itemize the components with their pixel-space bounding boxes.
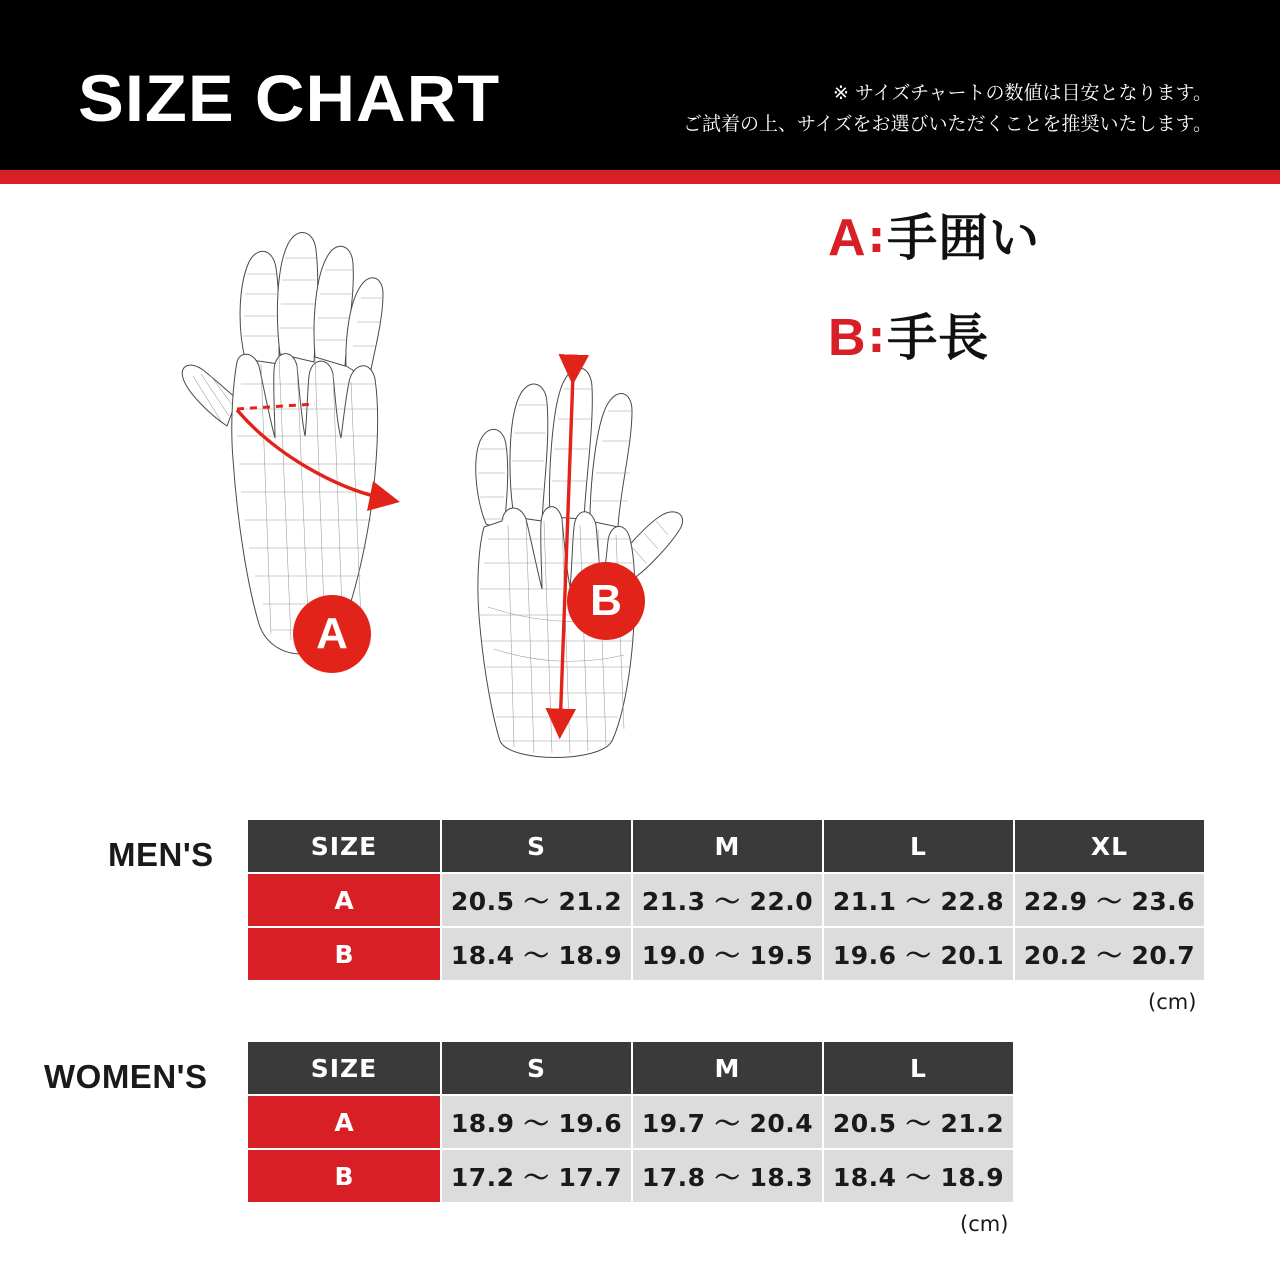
womens-row-a-m: 19.7 ～ 20.4	[633, 1096, 822, 1148]
mens-row-a-s: 20.5 ～ 21.2	[442, 874, 631, 926]
legend-colon-b: :	[867, 312, 886, 363]
mens-unit-label: (cm)	[1148, 990, 1197, 1014]
measurement-b-label: B	[590, 576, 622, 625]
mens-row-a-xl: 22.9 ～ 23.6	[1015, 874, 1204, 926]
mens-row-a-l: 21.1 ～ 22.8	[824, 874, 1013, 926]
mens-row-b-xl: 20.2 ～ 20.7	[1015, 928, 1204, 980]
mens-header-l: L	[824, 820, 1013, 872]
legend-row-b	[828, 309, 1040, 367]
mens-header-size: SIZE	[248, 820, 440, 872]
legend-row-a	[828, 209, 1041, 267]
womens-row-b-m: 17.8 ～ 18.3	[633, 1150, 822, 1202]
womens-row-a-s: 18.9 ～ 19.6	[442, 1096, 631, 1148]
table-row	[248, 1096, 1013, 1148]
mens-row-b-s: 18.4 ～ 18.9	[442, 928, 631, 980]
mens-header-s: S	[442, 820, 631, 872]
header-note-line-2: ご試着の上、サイズをお選びいただくことを推奨いたします。	[683, 113, 1212, 136]
mens-row-a-m: 21.3 ～ 22.0	[633, 874, 822, 926]
measurement-a-overlay	[175, 224, 425, 674]
mens-row-a-label: A	[248, 874, 440, 926]
measurement-a-badge	[293, 595, 371, 673]
table-row	[248, 1150, 1013, 1202]
header-notes	[683, 78, 1212, 141]
table-row-header	[248, 820, 1204, 872]
womens-row-b-s: 17.2 ～ 17.7	[442, 1150, 631, 1202]
mens-row-b-l: 19.6 ～ 20.1	[824, 928, 1013, 980]
womens-row-b-l: 18.4 ～ 18.9	[824, 1150, 1013, 1202]
womens-table-label: WOMEN'S	[44, 1058, 208, 1095]
table-row	[248, 928, 1204, 980]
womens-row-b-label: B	[248, 1150, 440, 1202]
table-row-header	[248, 1042, 1013, 1094]
mens-header-xl: XL	[1015, 820, 1204, 872]
legend-text-a: 手囲い	[887, 209, 1041, 267]
legend-colon-a: :	[867, 212, 886, 263]
womens-size-table	[246, 1040, 1015, 1204]
womens-unit-label: (cm)	[960, 1212, 1009, 1236]
measurement-b-badge	[567, 562, 645, 640]
mens-size-table	[246, 818, 1206, 982]
womens-row-a-l: 20.5 ～ 21.2	[824, 1096, 1013, 1148]
legend-text-b: 手長	[887, 309, 990, 367]
womens-header-s: S	[442, 1042, 631, 1094]
womens-header-size: SIZE	[248, 1042, 440, 1094]
measurement-a-label: A	[316, 609, 348, 658]
measurement-legend	[828, 209, 1041, 412]
accent-divider	[0, 170, 1280, 184]
page-title: SIZE CHART	[78, 61, 501, 135]
legend-key-b: B	[828, 309, 866, 367]
table-row	[248, 874, 1204, 926]
mens-header-m: M	[633, 820, 822, 872]
womens-row-a-label: A	[248, 1096, 440, 1148]
womens-header-l: L	[824, 1042, 1013, 1094]
mens-row-b-label: B	[248, 928, 440, 980]
hand-measurement-illustration	[0, 184, 1280, 794]
womens-header-m: M	[633, 1042, 822, 1094]
header-note-line-1: ※ サイズチャートの数値は目安となります。	[833, 82, 1212, 104]
header-bar	[0, 0, 1280, 170]
measurement-b-overlay	[440, 349, 700, 769]
legend-key-a: A	[828, 209, 866, 267]
mens-row-b-m: 19.0 ～ 19.5	[633, 928, 822, 980]
mens-table-label: MEN'S	[108, 836, 214, 873]
